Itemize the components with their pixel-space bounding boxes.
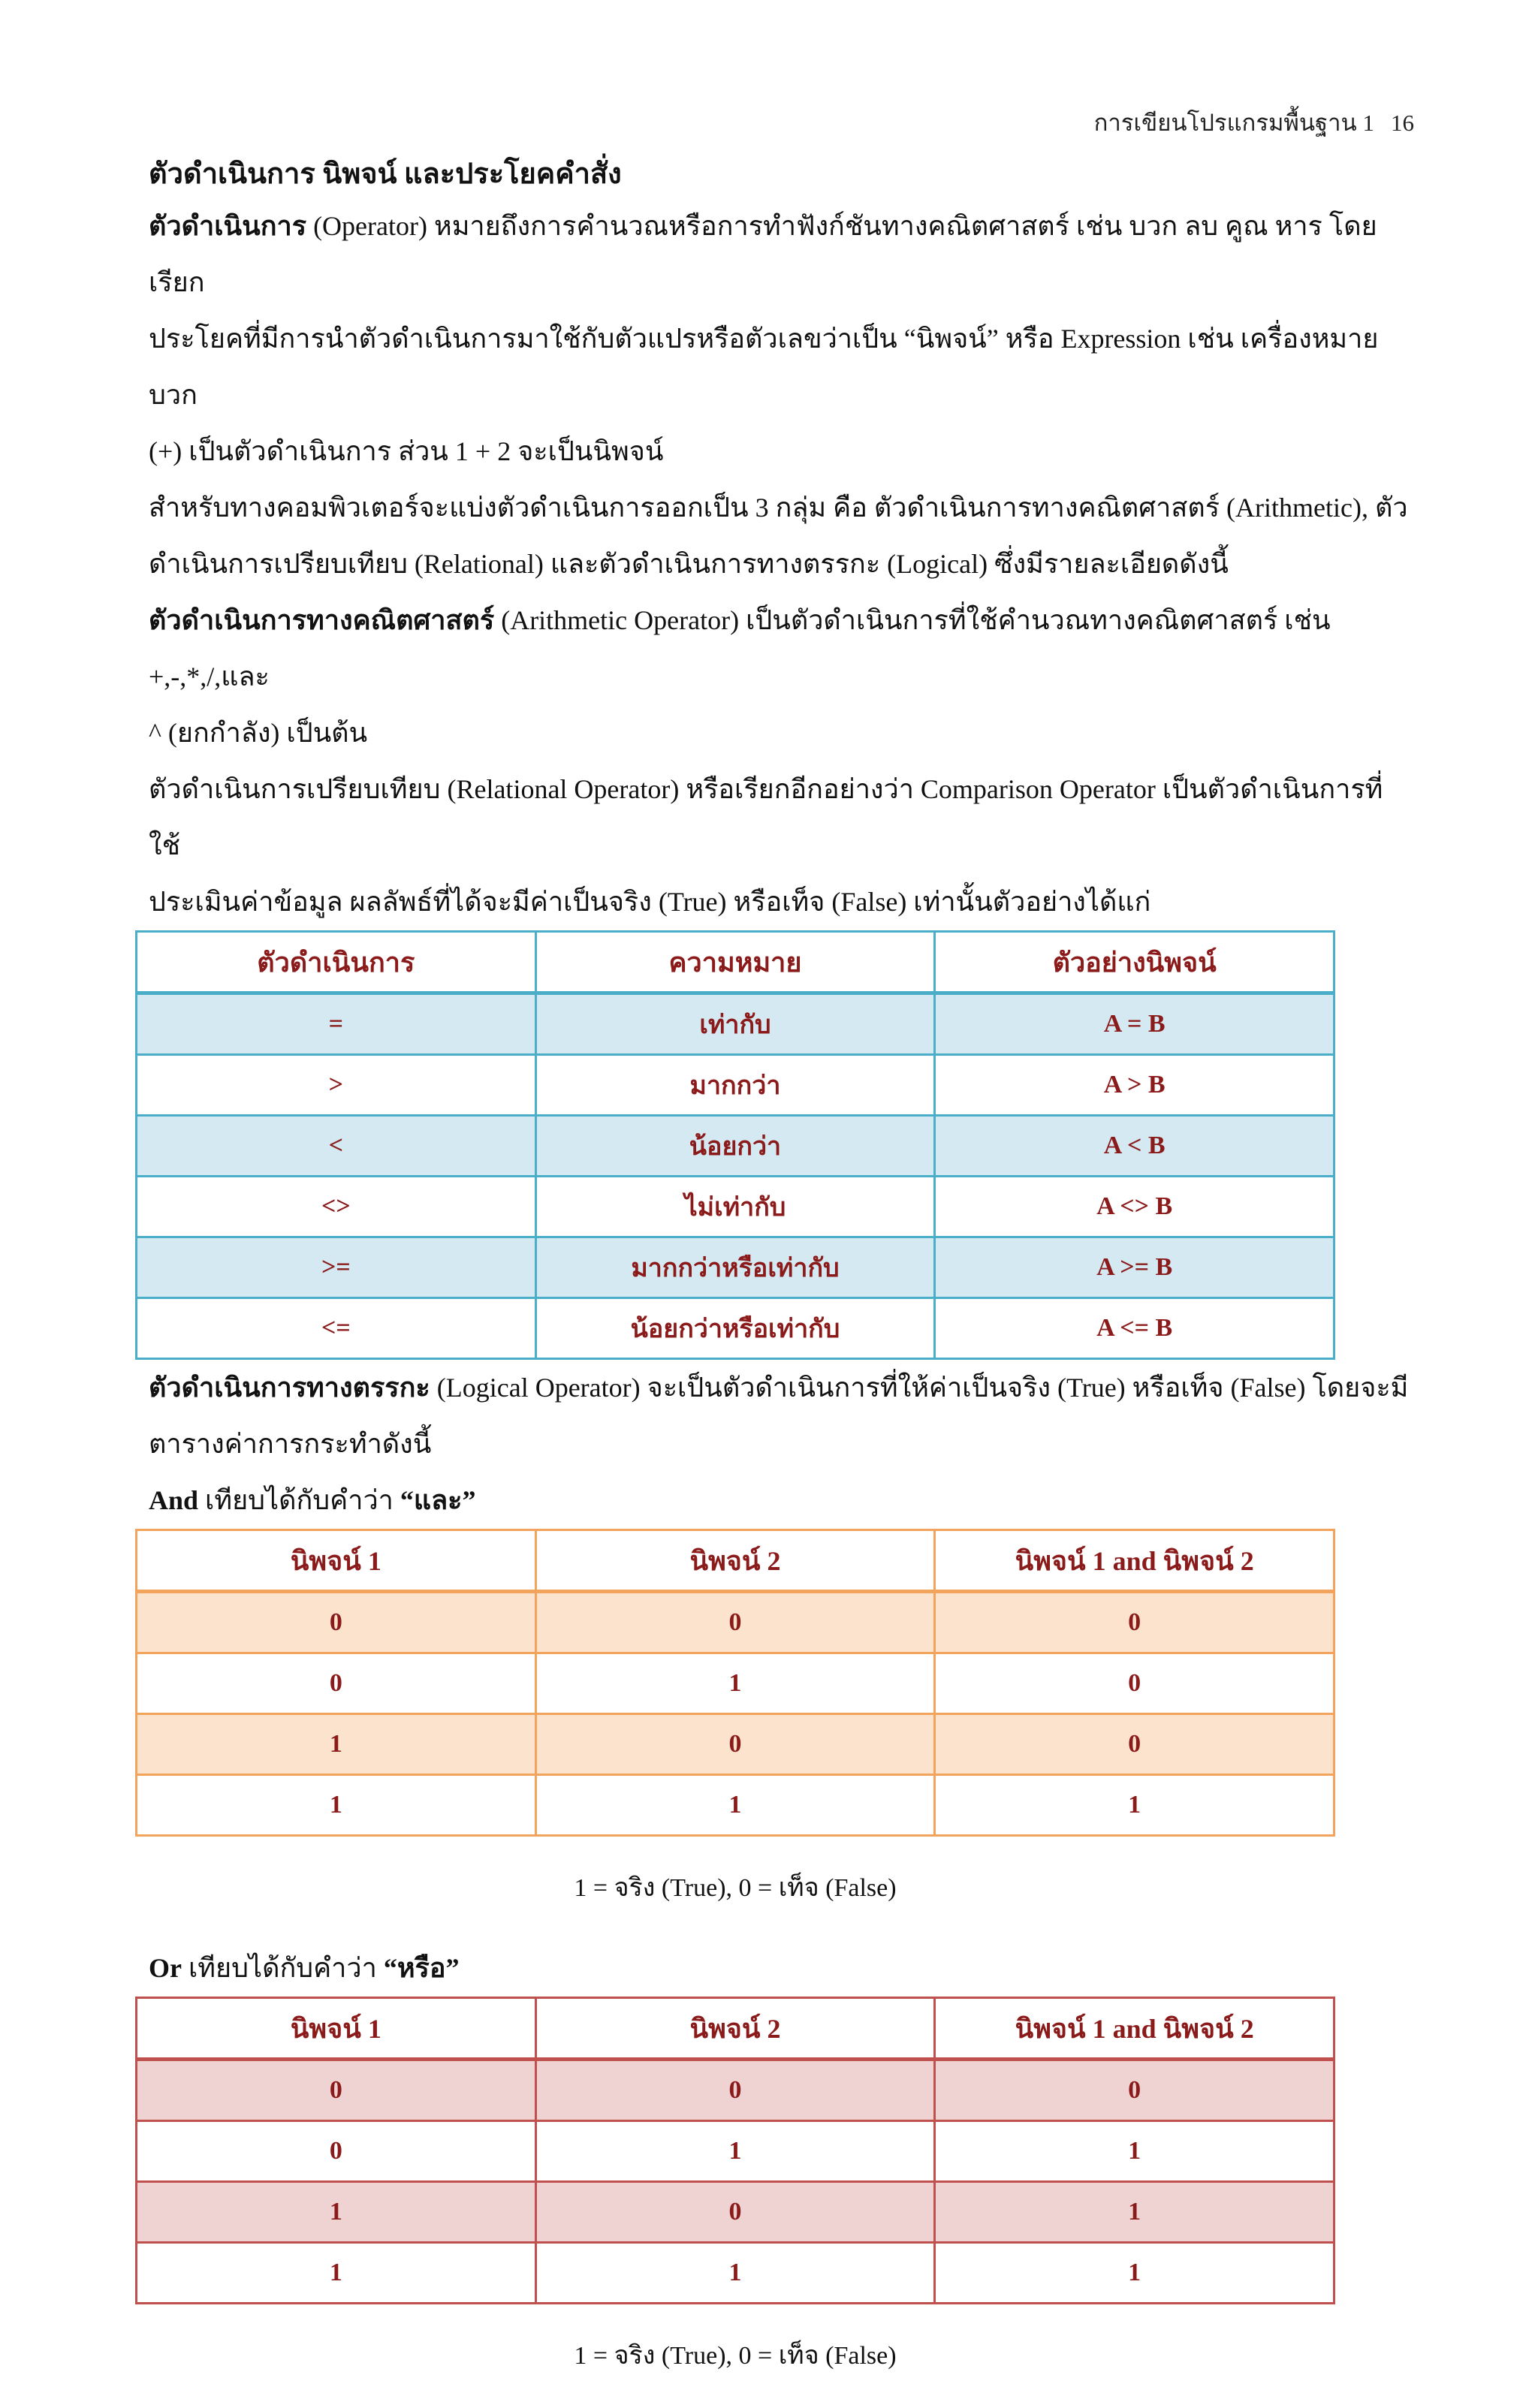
table-header-cell: ตัวอย่างนิพจน์ (935, 932, 1334, 993)
table-cell: A < B (935, 1116, 1334, 1177)
table-header-cell: นิพจน์ 1 and นิพจน์ 2 (935, 1530, 1334, 1592)
term-logical: ตัวดำเนินการทางตรรกะ (149, 1373, 430, 1403)
section-heading: ตัวดำเนินการ นิพจน์ และประโยคคำสั่ง (149, 158, 622, 190)
table-cell: <= (137, 1298, 536, 1359)
table-row (137, 1775, 1334, 1836)
page-number: 16 (1391, 110, 1414, 136)
table-cell: 0 (137, 1653, 536, 1714)
p3-line2: ^ (ยกกำลัง) เป็นต้น (149, 718, 368, 748)
table-header-cell: นิพจน์ 1 and นิพจน์ 2 (935, 1998, 1334, 2060)
table-row (137, 1055, 1334, 1116)
table-cell: 1 (137, 2182, 536, 2243)
table-cell: 0 (535, 1592, 935, 1653)
table-cell: 0 (535, 2182, 935, 2243)
table-header-cell: นิพจน์ 1 (137, 1530, 536, 1592)
table-row (137, 2243, 1334, 2304)
or-label (149, 1940, 1410, 1997)
table-cell: มากกว่าหรือเท่ากับ (535, 1237, 935, 1298)
table-cell: <> (137, 1177, 536, 1237)
table-cell: มากกว่า (535, 1055, 935, 1116)
table-cell: = (137, 993, 536, 1055)
table-cell: 0 (137, 2121, 536, 2182)
paragraph-logical (149, 1360, 1410, 1472)
and-text: เทียบได้กับคำว่า (198, 1485, 400, 1515)
table-cell: 1 (935, 2243, 1334, 2304)
table-cell: 1 (935, 2182, 1334, 2243)
table-row (137, 2060, 1334, 2121)
and-truth-table (135, 1529, 1335, 1837)
table-cell: A = B (935, 993, 1334, 1055)
paragraph-relational (149, 761, 1410, 930)
p1-line1: (Operator) หมายถึงการคำนวณหรือการทำฟังก์ชันทางคณิตศาสตร์ เช่น บวก ลบ คูณ หาร โดยเรียก (149, 211, 1377, 297)
table-cell: 0 (935, 1653, 1334, 1714)
table-cell: 1 (137, 2243, 536, 2304)
table-cell: 0 (137, 1592, 536, 1653)
table-cell: < (137, 1116, 536, 1177)
table-row (137, 2121, 1334, 2182)
p2-line2: ดำเนินการเปรียบเทียบ (Relational) และตัวดำเนินการทางตรรกะ (Logical) ซึ่งมีรายละเอียดดังนี้ (149, 549, 1229, 579)
table-row (137, 1592, 1334, 1653)
paragraph-arithmetic (149, 592, 1410, 761)
table-cell: 1 (535, 2243, 935, 2304)
table-header-cell: ตัวดำเนินการ (137, 932, 536, 993)
p1-line2: ประโยคที่มีการนำตัวดำเนินการมาใช้กับตัวแปรหรือตัวเลขว่าเป็น “นิพจน์” หรือ Expression เช่น เครื่องหมายบวก (149, 324, 1379, 410)
table-cell: น้อยกว่าหรือเท่ากับ (535, 1298, 935, 1359)
table-row (137, 2182, 1334, 2243)
p1-line3: (+) เป็นตัวดำเนินการ ส่วน 1 + 2 จะเป็นนิพจน์ (149, 436, 664, 466)
table-cell: 1 (535, 1653, 935, 1714)
and-quote: “และ” (400, 1485, 476, 1515)
paragraph-groups (149, 480, 1410, 592)
table-row (137, 1714, 1334, 1775)
table-header-cell: ความหมาย (535, 932, 935, 993)
table-cell: A <> B (935, 1177, 1334, 1237)
table-cell: A >= B (935, 1237, 1334, 1298)
table-row (137, 1116, 1334, 1177)
table-row (137, 1653, 1334, 1714)
or-text: เทียบได้กับคำว่า (181, 1953, 384, 1983)
paragraph-operator (149, 198, 1410, 480)
table-header-row (137, 932, 1334, 993)
table-header-cell: นิพจน์ 2 (535, 1998, 935, 2060)
table-row (137, 1298, 1334, 1359)
table-cell: 1 (935, 1775, 1334, 1836)
and-table-caption: 1 = จริง (True), 0 = เท็จ (False) (574, 1874, 897, 1902)
table-cell: น้อยกว่า (535, 1116, 935, 1177)
header-title: การเขียนโปรแกรมพื้นฐาน 1 (1093, 110, 1374, 136)
table-header-cell: นิพจน์ 1 (137, 1998, 536, 2060)
table-cell: 0 (137, 2060, 536, 2121)
table-cell: 0 (935, 1592, 1334, 1653)
page-header (1094, 104, 1414, 141)
or-quote: “หรือ” (383, 1953, 460, 1983)
table-cell: 0 (935, 2060, 1334, 2121)
table-cell: 0 (535, 1714, 935, 1775)
table-cell: 1 (535, 2121, 935, 2182)
term-arithmetic: ตัวดำเนินการทางคณิตศาสตร์ (149, 605, 495, 635)
table-cell: 1 (935, 2121, 1334, 2182)
table-cell: A > B (935, 1055, 1334, 1116)
p4-line2: ประเมินค่าข้อมูล ผลลัพธ์ที่ได้จะมีค่าเป็นจริง (True) หรือเท็จ (False) เท่านั้นตัวอย่างได้แก่ (149, 887, 1151, 917)
or-truth-table (135, 1997, 1335, 2304)
table-row (137, 1177, 1334, 1237)
term-operator: ตัวดำเนินการ (149, 211, 307, 241)
or-keyword: Or (149, 1953, 182, 1983)
table-cell: 0 (935, 1714, 1334, 1775)
p4-line1: ตัวดำเนินการเปรียบเทียบ (Relational Operator) หรือเรียกอีกอย่างว่า Comparison Operator เป็นตัวดำเนินการที่ใช้ (149, 774, 1383, 860)
and-label (149, 1472, 1410, 1529)
table-row (137, 1237, 1334, 1298)
table-cell: A <= B (935, 1298, 1334, 1359)
and-keyword: And (149, 1485, 199, 1515)
table-cell: >= (137, 1237, 536, 1298)
table-header-row (137, 1530, 1334, 1592)
p2-line1: สำหรับทางคอมพิวเตอร์จะแบ่งตัวดำเนินการออกเป็น 3 กลุ่ม คือ ตัวดำเนินการทางคณิตศาสตร์ (Arithmetic), ตัว (149, 493, 1408, 523)
p3-line1: (Arithmetic Operator) เป็นตัวดำเนินการที่ใช้คำนวณทางคณิตศาสตร์ เช่น +,-,*,/,และ (149, 605, 1331, 692)
table-cell: 1 (535, 1775, 935, 1836)
table-header-row (137, 1998, 1334, 2060)
table-cell: ไม่เท่ากับ (535, 1177, 935, 1237)
table-row (137, 993, 1334, 1055)
or-table-caption: 1 = จริง (True), 0 = เท็จ (False) (574, 2342, 897, 2370)
relational-table (135, 930, 1335, 1360)
table-cell: 0 (535, 2060, 935, 2121)
p5-line2: ตารางค่าการกระทำดังนี้ (149, 1429, 432, 1459)
table-cell: 1 (137, 1775, 536, 1836)
table-cell: เท่ากับ (535, 993, 935, 1055)
table-cell: > (137, 1055, 536, 1116)
page-content (149, 150, 1410, 2408)
table-cell: 1 (137, 1714, 536, 1775)
table-header-cell: นิพจน์ 2 (535, 1530, 935, 1592)
p5-line1: (Logical Operator) จะเป็นตัวดำเนินการที่ให้ค่าเป็นจริง (True) หรือเท็จ (False) โดยจะมี (430, 1373, 1409, 1403)
